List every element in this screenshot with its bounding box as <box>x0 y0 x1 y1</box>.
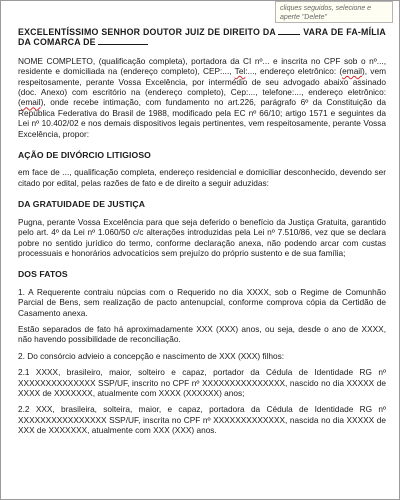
fatos-paragraph-4: 2.1 XXXX, brasileiro, maior, solteiro e capaz, portador da Cédula de Identidade RG nº XXXXXXXXXXXXXX SSP/UF, inscrito no CPF nº XXXXXXXXXXXXXXX, nascido no dia XXXXX de XXXX de XXXXXXX, atualmente com XXXX (XXXXXX) anos; <box>18 367 386 398</box>
fatos-paragraph-1: 1. A Requerente contraiu núpcias com o Requerido no dia XXXX, sob o Regime de Comunhão Parcial de Bens, sem realização de pacto antenupcial, conforme comprova cópia da Certidão de Casamento anexa. <box>18 286 386 318</box>
acao-paragraph: em face de ..., qualificação completa, endereço residencial e domiciliar desconhecido, devendo ser citado por edital, pelas razões de fato e de direito a seguir aduzidas: <box>18 167 386 188</box>
intro-email-word-2: email <box>20 97 41 108</box>
fatos-paragraph-2: Estão separados de fato há aproximadamente XXX (XXX) anos, ou seja, desde o ano de XXXX, não havendo possibilidade de reconciliação. <box>18 323 386 345</box>
tooltip-line-2: aperte "Delete" <box>280 14 327 21</box>
heading-part-1: EXCELENTÍSSIMO SENHOR DOUTOR JUIZ DE DIREITO DA <box>18 27 276 37</box>
fatos-paragraph-5: 2.2 XXX, brasileira, solteira, maior, e capaz, portadora da Cédula de Identidade RG nº XXXXXXXXXXXXXXXX SSP/UF, inscrita no CPF nº XXXXXXXXXXXXX, nascida no dia XXXXX de XXX de XXXXXXX, atualmente com XXX (XXX) anos. <box>18 404 386 436</box>
section-heading-fatos: DOS FATOS <box>18 269 68 280</box>
fatos-paragraph-3: 2. Do consórcio advieio a concepção e nascimento de XXX (XXX) filhos: <box>18 350 285 361</box>
section-heading-acao: AÇÃO DE DIVÓRCIO LITIGIOSO <box>18 150 151 161</box>
gratuidade-paragraph: Pugna, perante Vossa Excelência para que seja deferido o benefício da Justiça Gratuita, garantido pelo art. 4º da Lei nº 1.060/50 c/c alterações introduzidas pela Lei nº 7.510/86, vez que se declara pobre no sentido jurídico do termo, conforme declaração anexa, não podendo arcar com custas processuais e honorários advocatícios sem prejuízo do próprio sustento e de sua família; <box>18 216 386 258</box>
vara-blank <box>278 34 300 35</box>
tooltip-line-1: cliques seguidos, selecione e <box>280 5 372 12</box>
document-body[interactable] <box>18 27 386 442</box>
document-heading <box>18 27 386 48</box>
section-heading-gratuidade: DA GRATUIDADE DE JUSTIÇA <box>18 199 146 210</box>
heading-part-2: VARA DE FA-MÍLIA DA COMARCA DE <box>18 27 386 48</box>
intro-text-b: :..., endereço eletrônico: ( <box>245 66 343 77</box>
instruction-tooltip <box>275 1 393 23</box>
intro-tel-word: Tel <box>234 66 246 77</box>
comarca-blank <box>98 44 148 45</box>
intro-text-c: ), vem respeitosamente, perante Vossa Excelência, por intermédio de seu advogado abaixo assinado (doc. Anexo) com escritório na (endereço completo), Cep:..., telefone:..., endereço eletrônico: ( <box>18 66 386 108</box>
intro-text-d: ), onde recebe intimação, com fundamento no art.226, parágrafo 6º da Constituição da República Federativa do Brasil de 1988, modificado pela EC nº 66/10; artigo 1571 e seguintes da Lei nº 10.402/02 e nos demais dispositivos legais pertinentes, vem respeitosamente, perante Vossa Excelência, propor: <box>18 97 386 139</box>
intro-paragraph <box>18 56 386 139</box>
intro-text-a: NOME COMPLETO, (qualificação completa), portadora da CI nº... e inscrita no CPF sob o nº..., residente e domiciliada na (endereço completo), CEP:..., <box>18 55 386 77</box>
intro-email-word-1: email <box>342 66 362 77</box>
